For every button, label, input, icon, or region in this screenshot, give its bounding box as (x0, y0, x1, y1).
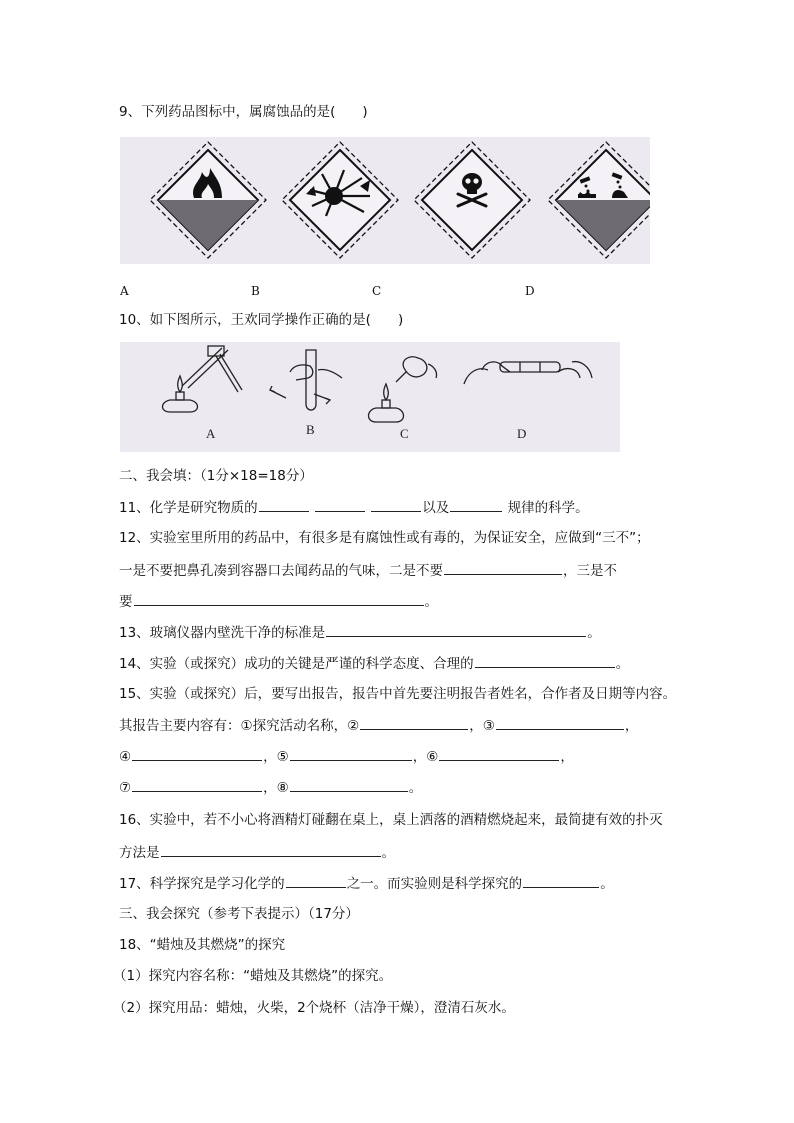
q13-blank[interactable] (326, 622, 586, 637)
q18-title: 18、“蜡烛及其燃烧”的探究 (119, 937, 286, 953)
q15-marker-8: ⑧ (276, 780, 289, 796)
q16-line-2 (119, 842, 395, 863)
q15-blank-5[interactable] (290, 746, 412, 761)
q14-text-a: 14、实验（或探究）成功的关键是严谨的科学态度、合理的 (119, 656, 474, 672)
q11-blank-3[interactable] (371, 497, 421, 512)
q11-text-a: 11、化学是研究物质的 (119, 500, 258, 516)
q15-line-4 (119, 777, 422, 798)
q12-text-2b: ，三是不 (563, 563, 617, 579)
q15-marker-5: ⑤ (276, 749, 289, 765)
q15-sep: ， (412, 749, 427, 765)
q15-marker-4: ④ (119, 749, 132, 765)
q11-text-b: 以及 (422, 500, 450, 516)
q15-blank-3[interactable] (496, 715, 624, 730)
toxic-skull-symbol-icon (414, 142, 530, 258)
q15-blank-6[interactable] (439, 746, 559, 761)
q13-text-a: 13、玻璃仪器内壁洗干净的标准是 (119, 625, 326, 641)
q15-sep: ， (263, 749, 277, 765)
q16-text-2b: 。 (381, 845, 395, 861)
q15-end: 。 (408, 780, 423, 796)
alcohol-lamp-icon (369, 357, 437, 422)
q15-text-2a: 其报告主要内容有：①探究活动名称，② (119, 718, 360, 734)
q16-text-2a: 方法是 (119, 845, 160, 861)
section-2-heading: 二、我会填：（1分×18=18分） (119, 468, 313, 484)
q15-blank-7[interactable] (132, 777, 262, 792)
flammable-symbol-icon (150, 142, 266, 258)
q10-text: 10、如下图所示，王欢同学操作正确的是( ) (119, 312, 404, 328)
q16-line-1: 16、实验中，若不小心将酒精灯碰翻在桌上，桌上洒落的酒精燃烧起来，最简捷有效的扑灭 (119, 812, 663, 828)
q11-blank-4[interactable] (450, 497, 502, 512)
q15-sep: ， (624, 718, 639, 734)
q15-marker-7: ⑦ (119, 780, 132, 796)
q17-text-a: 17、科学探究是学习化学的 (119, 876, 285, 892)
q9-option-a: A (120, 284, 129, 298)
q9-option-c: C (372, 284, 382, 298)
q11-blank-1[interactable] (259, 497, 309, 512)
q11-blank-2[interactable] (315, 497, 365, 512)
lab-operations-figure (120, 342, 620, 452)
q15-marker-3: ③ (482, 718, 495, 734)
q15-sep: ， (560, 749, 574, 765)
q12-text-3a: 要 (119, 594, 133, 610)
q12-text-2a: 一是不要把鼻孔凑到容器口去闻药品的气味，二是不要 (119, 563, 443, 579)
q10-fig-label-d: D (517, 426, 527, 441)
q15-sep: ， (469, 718, 483, 734)
shaking-test-tube-icon (270, 350, 342, 410)
q18-item-1: （1）探究内容名称：“蜡烛及其燃烧”的探究。 (113, 968, 393, 984)
q18-item-2: （2）探究用品：蜡烛，火柴，2个烧杯（洁净干燥），澄清石灰水。 (113, 1000, 515, 1016)
q10-fig-label-c: C (400, 426, 409, 441)
q15-marker-6: ⑥ (426, 749, 439, 765)
q14-blank[interactable] (475, 653, 615, 668)
q9-text: 9、下列药品图标中，属腐蚀品的是( ) (119, 104, 368, 120)
q15-line-1: 15、实验（或探究）后，要写出报告，报告中首先要注明报告者姓名，合作者及日期等内容。 (119, 686, 677, 702)
q17-blank-1[interactable] (286, 873, 346, 888)
q13-text-b: 。 (587, 625, 601, 641)
q17-blank-2[interactable] (523, 873, 599, 888)
q16-blank[interactable] (161, 842, 381, 857)
holding-test-tube-icon (464, 362, 592, 384)
section-3-heading: 三、我会探究（参考下表提示）（17分） (119, 906, 359, 922)
q9-option-d: D (525, 284, 535, 298)
q12-line-3 (119, 591, 438, 612)
q14-line (119, 653, 629, 674)
q15-blank-8[interactable] (290, 777, 408, 792)
q12-line-1: 12、实验室里所用的药品中，有很多是有腐蚀性或有毒的，为保证安全，应做到“三不”； (119, 530, 650, 546)
q12-line-2 (119, 560, 617, 581)
q12-blank-1[interactable] (444, 560, 562, 575)
q17-text-c: 。 (600, 876, 614, 892)
q12-blank-2[interactable] (134, 591, 424, 606)
q9-option-b: B (251, 284, 260, 298)
q15-blank-2[interactable] (360, 715, 468, 730)
q13-line (119, 622, 601, 643)
q10-fig-label-a: A (206, 426, 216, 441)
q15-sep: ， (263, 780, 277, 796)
explosive-symbol-icon (282, 142, 398, 258)
q11-text-c: 规律的科学。 (503, 500, 589, 516)
corrosive-symbol-icon (548, 142, 650, 258)
q17-text-b: 之一。而实验则是科学探究的 (346, 876, 523, 892)
q15-blank-4[interactable] (132, 746, 262, 761)
q10-fig-label-b: B (306, 422, 315, 437)
q15-line-3 (119, 746, 574, 767)
hazard-symbols-figure (120, 137, 650, 264)
q12-text-3b: 。 (424, 594, 438, 610)
q17-line (119, 873, 614, 894)
q15-line-2 (119, 715, 638, 736)
q14-text-b: 。 (615, 656, 630, 672)
q11-line (119, 497, 589, 518)
heating-test-tube-icon (163, 346, 243, 412)
